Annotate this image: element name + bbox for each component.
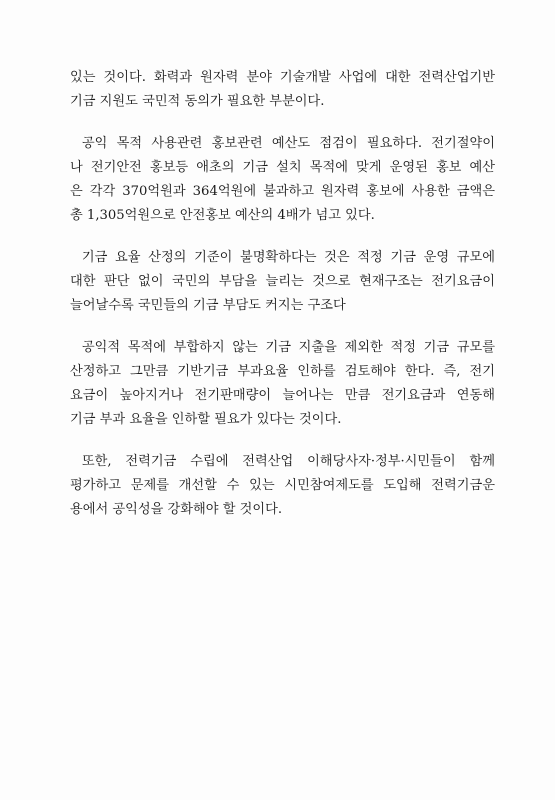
paragraph-line: 공익 목적 사용관련 홍보관련 예산도 점검이 필요하다. 전기절약이 [81,136,495,151]
paragraph-4 [70,336,495,432]
paragraph-line: 나 전기안전 홍보등 애초의 기금 설치 목적에 맞게 운영된 홍보 예산 [70,160,495,175]
paragraph-2 [70,132,495,228]
paragraph-line: 기금 부과 요율을 인하할 필요가 있다는 것이다. [70,412,342,427]
paragraph-line: 있는 것이다. 화력과 원자력 분야 기술개발 사업에 대한 전력산업기반 [70,70,495,85]
paragraph-line: 기금 요율 산정의 기준이 불명확하다는 것은 적정 기금 운영 규모에 [81,250,495,265]
paragraph-line: 용에서 공익성을 강화해야 할 것이다. [70,502,283,517]
paragraph-line: 평가하고 문제를 개선할 수 있는 시민참여제도를 도입해 전력기금운 [70,478,495,493]
paragraph-3 [70,246,495,318]
paragraph-5 [70,450,495,522]
paragraph-line: 요금이 높아지거나 전기판매량이 늘어나는 만큼 전기요금과 연동해 [70,388,495,403]
paragraph-line: 대한 판단 없이 국민의 부담을 늘리는 것으로 현재구조는 전기요금이 [70,274,495,289]
paragraph-line: 늘어날수록 국민들의 기금 부담도 커지는 구조다 [70,298,346,313]
paragraph-line: 기금 지원도 국민적 동의가 필요한 부분이다. [70,94,325,109]
paragraph-1 [70,66,495,114]
document-body [70,66,495,540]
paragraph-line: 총 1,305억원으로 안전홍보 예산의 4배가 넘고 있다. [70,208,375,223]
paragraph-line: 또한, 전력기금 수립에 전력산업 이해당사자·정부·시민들이 함께 [81,454,495,469]
paragraph-line: 산정하고 그만큼 기반기금 부과요율 인하를 검토해야 한다. 즉, 전기 [70,364,495,379]
paragraph-line: 은 각각 370억원과 364억원에 불과하고 원자력 홍보에 사용한 금액은 [70,184,495,199]
paragraph-line: 공익적 목적에 부합하지 않는 기금 지출을 제외한 적정 기금 규모를 [81,340,495,355]
